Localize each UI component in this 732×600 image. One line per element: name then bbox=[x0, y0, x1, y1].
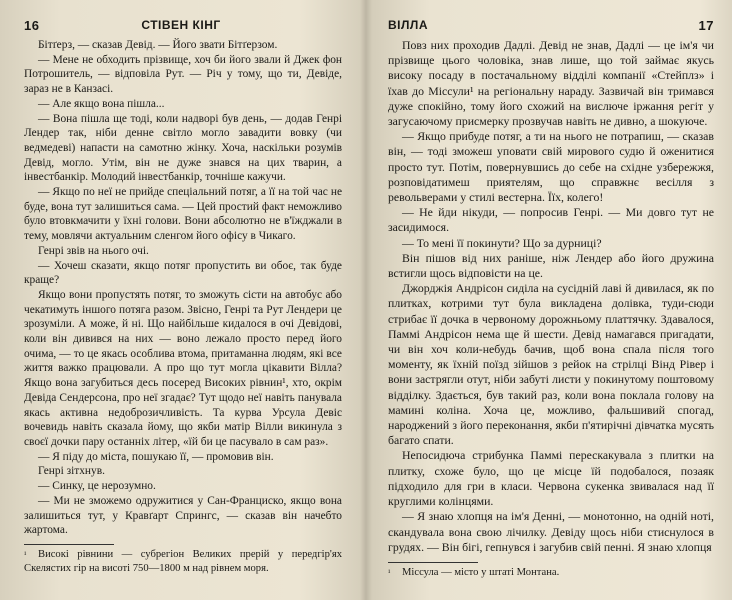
paragraph: Повз них проходив Дадлі. Девід не знав, Дадлі — це ім'я чи прізвище цього чоловіка, знав лише, що той займає якусь високу посаду в постачальному відділі компанії «Стейплз» і їхав до Міссули¹ на регіональну нараду. Зазвичай він тримався дуже спокійно, тому його схожий на вислюче іржання регіт у загусаючому присмерку прозвучав навіть не дивно, а шокуюче. bbox=[388, 38, 714, 129]
footnote-marker-right: ¹ bbox=[388, 568, 391, 577]
paragraph: — Якщо прибуде потяг, а ти на нього не потрапиш, — сказав він, — тоді зможеш уповати свій мирового судю й оженитися просто тут. Потім, повернувшись до себе на східне узбережжя, розповідатимеш приятелям, що справжнє весілля з револьверами у стилі вестерна. Їїх, колего! bbox=[388, 129, 714, 205]
paragraph: — То мені її покинути? Що за дурниці? bbox=[402, 235, 602, 250]
paragraph: Непосидюча стрибунка Паммі перескакувала з плитки на плитку, схоже було, що це місце їй подобалося, позаяк підходило для гри в класи. Червона сукенка звивалася над її круглими колінцями. bbox=[388, 448, 714, 509]
paragraph: Бітґерз, — сказав Девід. — Його звати Бітґерзом. bbox=[38, 39, 278, 51]
footnote-rule-left bbox=[24, 544, 114, 545]
footnote-marker-left: ¹ bbox=[24, 550, 27, 559]
left-page bbox=[0, 0, 362, 600]
paragraph: — Але якщо вона пішла... bbox=[38, 97, 165, 110]
paragraph: Він пішов від них раніше, ніж Лендер або його дружина встигли щось відповісти на це. bbox=[388, 250, 714, 281]
paragraph: — Я знаю хлопця на ім'я Денні, — монотонно, на одній ноті, скандувала вона свою лічилку. Девіду щось ніби стиснулося в грудях. — Він бігі, гепнувся і загубив свій пенні. Я знаю хлопця bbox=[388, 509, 714, 554]
page-number-right: 17 bbox=[698, 18, 714, 33]
paragraph: — Синку, це нерозумно. bbox=[38, 480, 156, 493]
page-number-left: 16 bbox=[24, 18, 40, 33]
running-head-left: СТІВЕН КІНГ bbox=[141, 18, 221, 32]
paragraph: — Вона пішла ще тоді, коли надворі був день, — додав Генрі Лендер так, ніби денне світло могло завадити вовку (чи ведмедеві) напасти на самотню жінку. Хоча, наскільки розумів Девід, могло. Утім, він не дуже знався на цих тварин, а інвестбанкір. Молодий інвестбанкір, точніше кажучи. bbox=[24, 112, 342, 184]
paragraph: — Якщо по неї не прийде спеціальний потяг, а її на той час не буде, вона тут залишиться сама. — Цей простий факт неможливо було втовкмачити у їхні голови. Вони абсолютно не в'їжджали в тему, мовлячи актуальним сленгом його офісу в Чикаго. bbox=[24, 186, 342, 243]
paragraph: — Мене не обходить прізвище, хоч би його звали й Джек фон Потрошитель, — відповіла Рут. — Річ у тому, що ти, Девіде, зараз не в Канзасі. bbox=[24, 53, 342, 96]
paragraph: Джорджія Андрісон сиділа на сусідній лаві й дивилася, як по плитках, котрими тут була викладена долівка, туди-сюди стрибає її дочка в червоному дорожньому платтячку. Здавалося, Паммі Андрісон нема ще й шести. Девід намагався пригадати, чи він хоч коли-небудь бачив, щоб вона спала після того моменту, як їхній поїзд зійшов з рейок на стрілці Вінд Рівер і вони застрягли отут, ніби забуті листи у покинутому поштовому відділку. Здається, був такий раз, коли вона поклала голову на мамині коліна. Хоча це, можливо, фальшивий спогад, народжений з його переконання, якби п'ятирічні дівчатка мусять багато спати. bbox=[388, 281, 714, 448]
paragraph: Генрі зітхнув. bbox=[38, 465, 105, 478]
paragraph: Генрі звів на нього очі. bbox=[38, 244, 149, 257]
right-page bbox=[370, 0, 732, 600]
paragraph: — Ми не зможемо одружитися у Сан-Франциско, якщо вона залишиться тут, у Кравґарт Спрингс, — сказав він начебто жартома. bbox=[24, 494, 342, 537]
left-body-text bbox=[24, 38, 342, 538]
footnote-text-left: Високі рівнини — субрегіон Великих прерій у передгір'ях Скелястих гір на висоті 750—1800 м над рівнем моря. bbox=[24, 549, 342, 574]
paragraph: — Хочеш сказати, якщо потяг пропустить ви обоє, так буде краще? bbox=[24, 259, 342, 287]
paragraph: — Не йди нікуди, — попросив Генрі. — Ми довго тут не засидимося. bbox=[388, 205, 714, 235]
paragraph: Якщо вони пропустять потяг, то зможуть сісти на автобус або чекатимуть іншого потяга разом. Звісно, Генрі та Рут Лендери це зрозуміли. А може, й ні. Що найбільше кидалося в очі Девідові, коли він дивився на них — воно лежало просто перед його очима, — то це якась особлива втома, притаманна людям, які все життя важко працювали. А про що тут могла цікавити Вілла? Якщо вона загубиться десь посеред Високих рівнин¹, хто, окрім Девіда Сендерсона, про неї згадає? Тут щодо неї навіть панувала якась активна недоброзичливість. Та курва Урсула Девіс вочевидь навіть сказала йому, що якби матір Вілли викинула з своєї дочки пару останніх літер, «їй би це пасувало в сам раз». bbox=[24, 288, 342, 448]
running-head-right: ВІЛЛА bbox=[388, 18, 429, 32]
paragraph: — Я піду до міста, пошукаю її, — промовив він. bbox=[38, 450, 274, 463]
footnote-text-right: Міссула — місто у штаті Монтана. bbox=[402, 567, 560, 578]
right-body-text bbox=[388, 38, 714, 555]
footnote-left bbox=[24, 548, 342, 576]
footnote-rule-right bbox=[388, 562, 478, 563]
footnote-right bbox=[388, 566, 714, 580]
